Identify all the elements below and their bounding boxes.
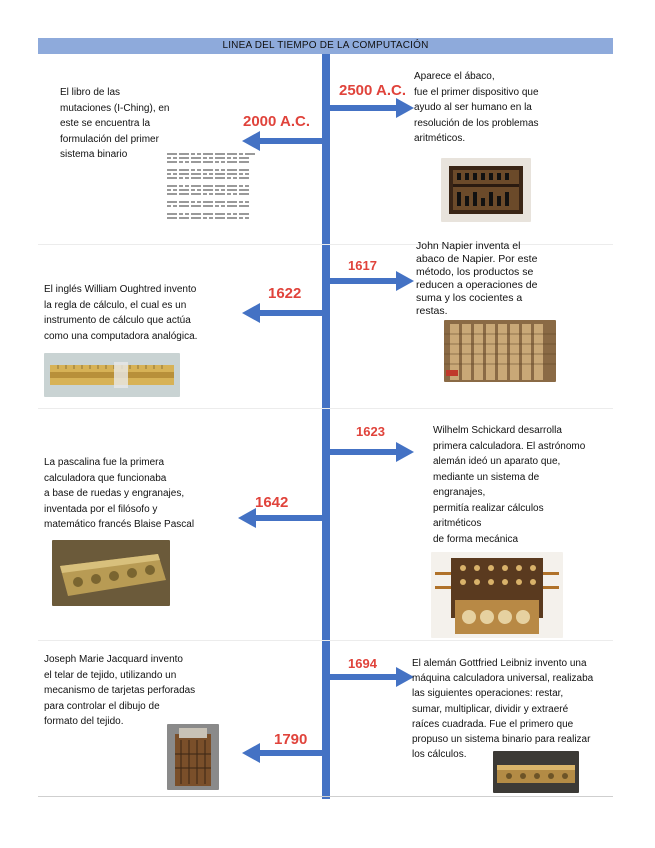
year-label-1622: 1622: [268, 285, 302, 302]
event-text-2500ac: Aparece el ábaco, fue el primer dispositivo que ayudo al ser humano en la resolución de los problemas aritméticos.: [414, 71, 539, 144]
schickard-calculator-photo: [431, 552, 563, 638]
arrow-right-1617: [330, 271, 414, 291]
arrow-right-1623: [330, 442, 414, 462]
year-label-1694: 1694: [348, 656, 377, 671]
year-label-2000ac: 2000 A.C.: [243, 113, 310, 130]
arrow-left-1642: [238, 508, 322, 528]
abacus-photo: [441, 158, 531, 222]
year-label-1790: 1790: [274, 731, 308, 748]
year-label-1617: 1617: [348, 258, 377, 273]
jacquard-loom-photo: [167, 724, 219, 790]
event-text-1617: John Napier inventa el abaco de Napier. Por este método, los productos se reducen a operaciones de suma y los cocientes a restas.: [416, 240, 538, 317]
section-divider: [38, 640, 613, 641]
event-text-1623: Wilhelm Schickard desarrolla primera calculadora. El astrónomo alemán ideó un aparato que, mediante un sistema de engranajes, permitía realizar cálculos aritméticos de forma mecánica: [433, 425, 586, 545]
bottom-rule: [38, 796, 613, 797]
event-text-2000ac: El libro de las mutaciones (I-Ching), en este se encuentra la formulación del primer sistema binario: [60, 87, 170, 160]
pascaline-photo: [52, 540, 170, 606]
year-label-1642: 1642: [255, 494, 289, 511]
i-ching-hexagrams: [165, 151, 259, 225]
timeline-axis: [322, 54, 330, 799]
event-text-1642: La pascalina fue la primera calculadora que funcionaba a base de ruedas y engranajes, inventada por el filósofo y matemático francés Blaise Pascal: [44, 457, 195, 530]
year-label-1623: 1623: [356, 424, 385, 439]
napier-bones-photo: [444, 320, 556, 382]
arrow-left-2000: [242, 131, 322, 151]
event-text-1790: Joseph Marie Jacquard invento el telar de tejido, utilizando un mecanismo de tarjetas perforadas para controlar el dibujo de formato del tejido.: [44, 654, 196, 727]
arrow-right-2500: [330, 98, 414, 118]
event-text-1694: El alemán Gottfried Leibniz invento una máquina calculadora universal, realizaba las siguientes operaciones: restar, sumar, multiplicar, dividir y extraeré raíces cuadrada. Fue el primero que propuso un sistema binario para realizar los cálculos.: [412, 658, 594, 761]
arrow-left-1622: [242, 303, 322, 323]
section-divider: [38, 408, 613, 409]
event-text-1622: El inglés William Oughtred invento la regla de cálculo, el cual es un instrumento de cálculo que actúa como una computadora analógica.: [44, 284, 198, 342]
timeline-title: LINEA DEL TIEMPO DE LA COMPUTACIÓN: [38, 38, 613, 54]
leibniz-calculator-photo: [493, 751, 579, 793]
slide-rule-photo: [44, 353, 180, 397]
year-label-2500ac: 2500 A.C.: [339, 82, 406, 99]
